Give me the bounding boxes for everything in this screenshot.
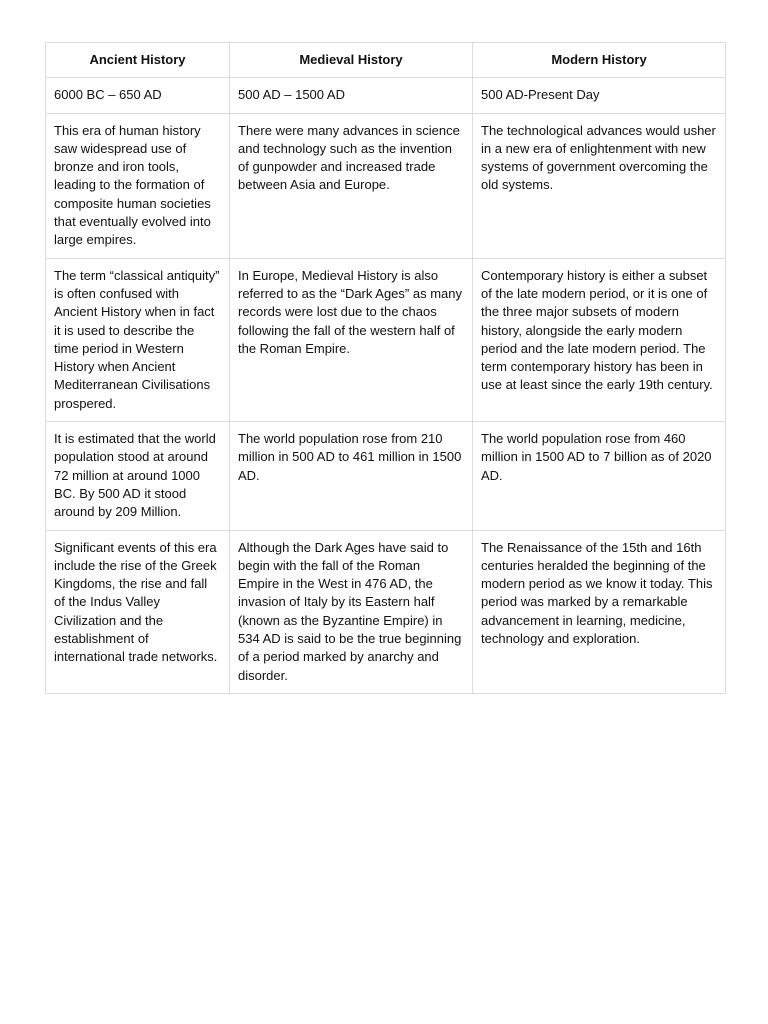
cell-modern-overview: The technological advances would usher in a new era of enlightenment with new systems of government overcoming the old systems. — [473, 113, 726, 258]
cell-modern-events: The Renaissance of the 15th and 16th centuries heralded the beginning of the modern period as we know it today. This period was marked by a remarkable advancement in learning, medicine, technology and exploration. — [473, 530, 726, 693]
table-row-terminology — [46, 258, 726, 421]
cell-ancient-overview: This era of human history saw widespread use of bronze and iron tools, leading to the formation of composite human societies that eventually evolved into large empires. — [46, 113, 230, 258]
table-row-population — [46, 422, 726, 530]
cell-medieval-terminology: In Europe, Medieval History is also referred to as the “Dark Ages” as many records were lost due to the chaos following the fall of the western half of the Roman Empire. — [230, 258, 473, 421]
cell-ancient-dates: 6000 BC – 650 AD — [46, 78, 230, 113]
history-comparison-table — [45, 42, 726, 694]
cell-medieval-overview: There were many advances in science and technology such as the invention of gunpowder and increased trade between Asia and Europe. — [230, 113, 473, 258]
cell-ancient-terminology: The term “classical antiquity” is often confused with Ancient History when in fact it is used to describe the time period in Western History when Ancient Mediterranean Civilisations prospered. — [46, 258, 230, 421]
cell-modern-dates: 500 AD-Present Day — [473, 78, 726, 113]
cell-ancient-events: Significant events of this era include the rise of the Greek Kingdoms, the rise and fall of the Indus Valley Civilization and the establishment of international trade networks. — [46, 530, 230, 693]
table-row-events — [46, 530, 726, 693]
cell-modern-terminology: Contemporary history is either a subset of the late modern period, or it is one of the three major subsets of modern history, alongside the early modern period and the late modern period. The term contemporary history has been in use at least since the early 19th century. — [473, 258, 726, 421]
cell-medieval-population: The world population rose from 210 million in 500 AD to 461 million in 1500 AD. — [230, 422, 473, 530]
table-header-row — [46, 43, 726, 78]
header-modern-history: Modern History — [473, 43, 726, 78]
cell-medieval-events: Although the Dark Ages have said to begin with the fall of the Roman Empire in the West in 476 AD, the invasion of Italy by its Eastern half (known as the Byzantine Empire) in 534 AD is said to be the true beginning of a period marked by anarchy and disorder. — [230, 530, 473, 693]
table-row-overview — [46, 113, 726, 258]
table-row-dates — [46, 78, 726, 113]
cell-modern-population: The world population rose from 460 million in 1500 AD to 7 billion as of 2020 AD. — [473, 422, 726, 530]
cell-medieval-dates: 500 AD – 1500 AD — [230, 78, 473, 113]
cell-ancient-population: It is estimated that the world population stood at around 72 million at around 1000 BC. By 500 AD it stood around by 209 Million. — [46, 422, 230, 530]
header-medieval-history: Medieval History — [230, 43, 473, 78]
header-ancient-history: Ancient History — [46, 43, 230, 78]
